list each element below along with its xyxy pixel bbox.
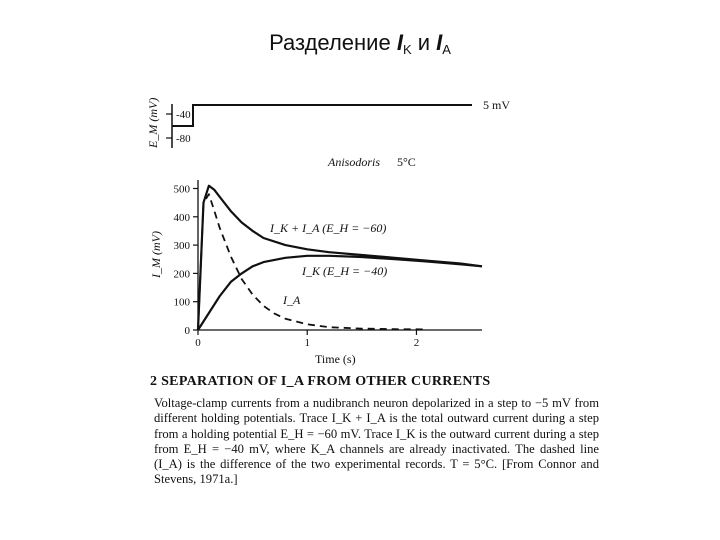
caption-heading: 2 SEPARATION OF I_A FROM OTHER CURRENTS	[150, 374, 491, 389]
y-tick-label-2: 200	[173, 268, 190, 281]
y-ticks	[174, 183, 199, 337]
label-ik-trace: I_K (E_H = −40)	[302, 264, 388, 278]
voltage-step-label: 5 mV	[483, 98, 510, 112]
caption-body: Voltage-clamp currents from a nudibranch neuron depolarized in a step to −5 mV from different holding potentials. Trace I_K + I_A is the total outward current during a step from a holding potential E_H = −60 mV. Trace I_K is the outward current during a step from E_H = −40 mV, where K_A channels are already inactivated. The dashed line (I_A) is the difference of the two experimental records. T = 5°C. [From Connor and Stevens, 1971a.]	[154, 396, 599, 487]
y-tick-label-4: 400	[173, 211, 190, 224]
voltage-ylabel: E_M (mV)	[146, 97, 160, 148]
y-tick-label-0: 0	[184, 325, 190, 337]
y-tick-label-3: 300	[173, 240, 190, 253]
voltage-panel	[146, 98, 510, 149]
current-ylabel: I_M (mV)	[149, 231, 163, 278]
title-symbol-ik: $I_K$	[396, 30, 412, 57]
temperature-label: 5°C	[397, 155, 416, 169]
voltage-tick-label-1: -80	[176, 133, 191, 145]
x-tick-label-1: 1	[304, 337, 310, 349]
label-ia-trace: I_A	[283, 293, 301, 307]
title-symbol-ia: $I_A$	[436, 30, 451, 57]
series-ik-plus-ia	[198, 186, 482, 330]
label-sum-trace: I_K + I_A (E_H = −60)	[270, 221, 387, 235]
title-text: Разделение	[269, 30, 397, 55]
title-conjunction: и	[411, 30, 437, 55]
species-label: Anisodoris	[328, 155, 381, 169]
x-tick-label-0: 0	[195, 337, 201, 349]
x-tick-label-2: 2	[413, 337, 420, 349]
y-tick-label-5: 500	[173, 183, 190, 196]
series-ia	[198, 194, 427, 330]
voltage-tick-label-0: -40	[176, 109, 191, 121]
voltage-step-trace	[172, 105, 472, 126]
xlabel: Time (s)	[315, 352, 356, 366]
current-panel	[149, 180, 482, 366]
y-tick-label-1: 100	[173, 296, 190, 309]
x-ticks	[195, 330, 419, 349]
series-layer	[198, 186, 482, 330]
